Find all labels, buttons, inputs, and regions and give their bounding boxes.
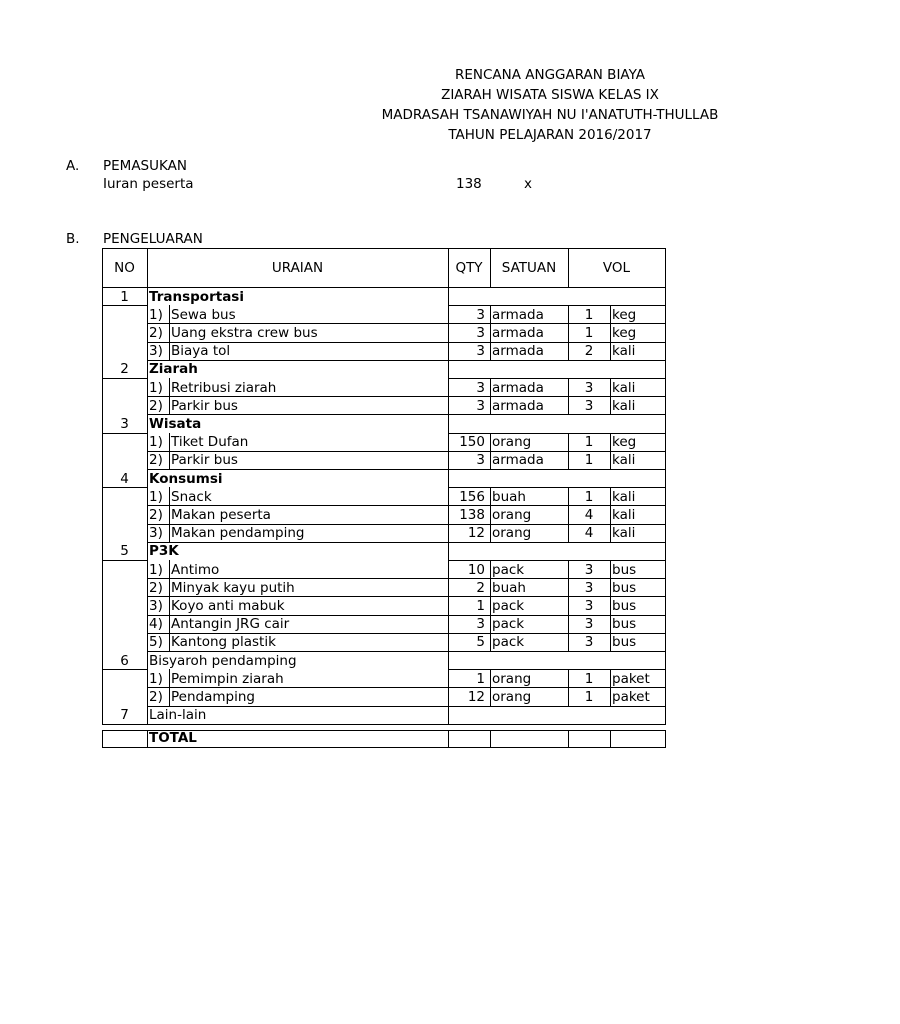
table-border bbox=[147, 396, 148, 414]
table-border bbox=[448, 360, 449, 378]
table-border bbox=[169, 323, 170, 341]
table-border bbox=[147, 730, 148, 747]
table-border bbox=[448, 578, 449, 596]
item-satuan: buah bbox=[492, 579, 526, 596]
item-qty: 2 bbox=[476, 579, 485, 596]
table-border bbox=[147, 669, 148, 687]
table-border bbox=[490, 433, 491, 451]
table-border bbox=[490, 615, 491, 633]
table-border bbox=[490, 451, 491, 469]
table-border bbox=[610, 323, 611, 341]
table-border bbox=[490, 505, 491, 523]
table-border bbox=[568, 578, 569, 596]
item-vol-unit: bus bbox=[612, 561, 637, 578]
section-b-heading: PENGELUARAN bbox=[103, 231, 203, 247]
row-number: 7 bbox=[120, 707, 129, 724]
item-vol: 1 bbox=[584, 688, 594, 705]
income-item-qty: 138 bbox=[456, 176, 482, 192]
item-vol: 3 bbox=[584, 397, 594, 414]
table-border bbox=[448, 451, 449, 469]
table-border bbox=[448, 505, 449, 523]
table-border bbox=[610, 560, 611, 578]
item-vol-unit: bus bbox=[612, 634, 637, 651]
table-border bbox=[490, 396, 491, 414]
table-border bbox=[490, 669, 491, 687]
table-border bbox=[169, 669, 170, 687]
item-qty: 3 bbox=[476, 379, 485, 396]
item-vol: 1 bbox=[584, 452, 594, 469]
item-satuan: armada bbox=[492, 379, 544, 396]
item-label: Minyak kayu putih bbox=[171, 579, 295, 596]
table-border bbox=[448, 560, 449, 578]
item-qty: 3 bbox=[476, 324, 485, 341]
item-vol-unit: kali bbox=[612, 506, 636, 523]
table-border bbox=[610, 615, 611, 633]
item-vol: 2 bbox=[584, 343, 594, 360]
item-index: 3) bbox=[149, 343, 163, 360]
group-label: Bisyaroh pendamping bbox=[149, 652, 297, 669]
table-border bbox=[147, 687, 148, 705]
table-border bbox=[448, 524, 449, 542]
item-vol: 3 bbox=[584, 379, 594, 396]
table-border bbox=[448, 706, 449, 724]
table-border bbox=[448, 396, 449, 414]
item-qty: 5 bbox=[476, 634, 485, 651]
table-border bbox=[610, 433, 611, 451]
item-index: 2) bbox=[149, 324, 163, 341]
table-border bbox=[568, 560, 569, 578]
table-border bbox=[147, 469, 148, 487]
table-border bbox=[568, 633, 569, 651]
table-border bbox=[568, 669, 569, 687]
table-border bbox=[448, 342, 449, 360]
item-vol: 1 bbox=[584, 434, 594, 451]
income-item-label: Iuran peserta bbox=[103, 176, 194, 192]
table-border bbox=[147, 360, 666, 361]
table-border bbox=[147, 706, 148, 724]
table-border bbox=[610, 669, 611, 687]
item-vol-unit: paket bbox=[612, 688, 650, 705]
item-satuan: buah bbox=[492, 488, 526, 505]
item-satuan: pack bbox=[492, 616, 525, 633]
table-border bbox=[147, 305, 148, 323]
table-border bbox=[102, 487, 147, 488]
table-border bbox=[568, 305, 569, 323]
table-border bbox=[490, 633, 491, 651]
table-border bbox=[490, 378, 491, 396]
item-index: 2) bbox=[149, 452, 163, 469]
table-border bbox=[448, 378, 449, 396]
table-border bbox=[169, 505, 170, 523]
group-label: Ziarah bbox=[149, 361, 198, 378]
item-qty: 12 bbox=[467, 525, 485, 542]
item-qty: 3 bbox=[476, 616, 485, 633]
header-vol: VOL bbox=[602, 259, 631, 276]
table-border bbox=[102, 305, 147, 306]
item-index: 2) bbox=[149, 397, 163, 414]
table-border bbox=[147, 451, 148, 469]
row-number: 2 bbox=[120, 361, 129, 378]
item-satuan: pack bbox=[492, 561, 525, 578]
table-border bbox=[610, 487, 611, 505]
table-border bbox=[568, 433, 569, 451]
item-qty: 10 bbox=[467, 561, 485, 578]
table-border bbox=[169, 560, 170, 578]
group-label: Konsumsi bbox=[149, 470, 223, 487]
table-border bbox=[102, 730, 103, 747]
table-border bbox=[147, 651, 148, 669]
table-border bbox=[102, 378, 147, 379]
item-label: Pemimpin ziarah bbox=[171, 670, 284, 687]
header-no: NO bbox=[114, 259, 135, 276]
table-border bbox=[610, 578, 611, 596]
item-vol: 3 bbox=[584, 597, 594, 614]
table-border bbox=[169, 578, 170, 596]
total-label: TOTAL bbox=[149, 730, 197, 746]
table-border bbox=[448, 542, 449, 560]
table-border bbox=[490, 560, 491, 578]
item-vol: 4 bbox=[584, 525, 594, 542]
table-border bbox=[169, 615, 170, 633]
item-qty: 156 bbox=[459, 488, 485, 505]
item-label: Kantong plastik bbox=[171, 634, 276, 651]
item-label: Uang ekstra crew bus bbox=[171, 324, 318, 341]
table-border bbox=[169, 396, 170, 414]
table-border bbox=[169, 633, 170, 651]
item-label: Sewa bus bbox=[171, 306, 236, 323]
header-qty: QTY bbox=[455, 259, 483, 276]
item-label: Biaya tol bbox=[171, 343, 231, 360]
item-satuan: pack bbox=[492, 634, 525, 651]
table-border bbox=[147, 323, 148, 341]
table-border bbox=[610, 730, 611, 747]
table-border bbox=[147, 378, 148, 396]
table-border bbox=[169, 487, 170, 505]
item-satuan: orang bbox=[492, 525, 532, 542]
item-vol-unit: kali bbox=[612, 397, 636, 414]
item-vol: 1 bbox=[584, 324, 594, 341]
row-number: 6 bbox=[120, 652, 129, 669]
item-index: 1) bbox=[149, 434, 163, 451]
table-border bbox=[665, 287, 666, 724]
table-border bbox=[147, 433, 148, 451]
table-border bbox=[102, 669, 147, 670]
table-border bbox=[448, 615, 449, 633]
table-border bbox=[448, 287, 449, 305]
item-vol-unit: keg bbox=[612, 306, 637, 323]
item-label: Antangin JRG cair bbox=[171, 616, 290, 633]
item-satuan: armada bbox=[492, 343, 544, 360]
item-index: 5) bbox=[149, 634, 163, 651]
item-qty: 150 bbox=[459, 434, 485, 451]
row-number: 5 bbox=[120, 543, 129, 560]
table-border bbox=[147, 487, 148, 505]
item-satuan: orang bbox=[492, 434, 532, 451]
table-border bbox=[568, 323, 569, 341]
table-border bbox=[610, 305, 611, 323]
item-label: Makan peserta bbox=[171, 506, 271, 523]
item-satuan: orang bbox=[492, 506, 532, 523]
table-border bbox=[568, 505, 569, 523]
table-border bbox=[448, 433, 449, 451]
table-border bbox=[147, 560, 148, 578]
title-line: ZIARAH WISATA SISWA KELAS IX bbox=[441, 87, 659, 103]
table-border bbox=[169, 687, 170, 705]
header-uraian: URAIAN bbox=[271, 259, 324, 276]
item-satuan: armada bbox=[492, 324, 544, 341]
table-border bbox=[147, 706, 666, 707]
table-border bbox=[568, 342, 569, 360]
table-border bbox=[568, 378, 569, 396]
item-qty: 3 bbox=[476, 343, 485, 360]
table-border bbox=[147, 414, 148, 432]
table-border bbox=[568, 524, 569, 542]
table-border bbox=[610, 524, 611, 542]
title-line: TAHUN PELAJARAN 2016/2017 bbox=[448, 127, 652, 143]
item-label: Koyo anti mabuk bbox=[171, 597, 285, 614]
item-vol-unit: kali bbox=[612, 525, 636, 542]
group-label: Wisata bbox=[149, 415, 202, 432]
table-border bbox=[568, 487, 569, 505]
item-qty: 12 bbox=[467, 688, 485, 705]
document-title bbox=[200, 65, 900, 145]
item-index: 3) bbox=[149, 525, 163, 542]
income-item-operator: x bbox=[524, 176, 532, 192]
group-label: Lain-lain bbox=[149, 707, 207, 724]
table-border bbox=[448, 730, 449, 747]
item-index: 2) bbox=[149, 579, 163, 596]
item-vol-unit: keg bbox=[612, 324, 637, 341]
table-border bbox=[448, 469, 449, 487]
table-border bbox=[610, 451, 611, 469]
section-a-heading: PEMASUKAN bbox=[103, 158, 187, 174]
item-satuan: pack bbox=[492, 597, 525, 614]
table-border bbox=[610, 378, 611, 396]
table-border bbox=[147, 469, 666, 470]
table-border bbox=[102, 724, 666, 725]
table-border bbox=[610, 396, 611, 414]
section-b-letter: B. bbox=[66, 231, 80, 247]
item-vol: 3 bbox=[584, 634, 594, 651]
item-index: 3) bbox=[149, 597, 163, 614]
table-border bbox=[448, 305, 449, 323]
item-label: Tiket Dufan bbox=[171, 434, 249, 451]
table-border bbox=[610, 633, 611, 651]
item-vol: 1 bbox=[584, 670, 594, 687]
item-vol-unit: kali bbox=[612, 488, 636, 505]
table-border bbox=[610, 505, 611, 523]
table-border bbox=[490, 305, 491, 323]
item-qty: 1 bbox=[476, 597, 485, 614]
item-vol-unit: keg bbox=[612, 434, 637, 451]
row-number: 3 bbox=[120, 415, 129, 432]
table-border bbox=[147, 542, 666, 543]
table-border bbox=[147, 287, 148, 305]
item-vol-unit: kali bbox=[612, 343, 636, 360]
item-label: Antimo bbox=[171, 561, 220, 578]
item-qty: 3 bbox=[476, 452, 485, 469]
table-border bbox=[169, 451, 170, 469]
table-border bbox=[147, 505, 148, 523]
table-border bbox=[665, 730, 666, 747]
item-index: 4) bbox=[149, 616, 163, 633]
table-border bbox=[490, 596, 491, 614]
title-line: MADRASAH TSANAWIYAH NU I'ANATUTH-THULLAB bbox=[381, 107, 719, 123]
table-border bbox=[147, 524, 148, 542]
table-border bbox=[490, 524, 491, 542]
item-index: 1) bbox=[149, 488, 163, 505]
table-border bbox=[169, 378, 170, 396]
item-label: Retribusi ziarah bbox=[171, 379, 277, 396]
item-qty: 3 bbox=[476, 397, 485, 414]
item-label: Pendamping bbox=[171, 688, 255, 705]
header-satuan: SATUAN bbox=[501, 259, 557, 276]
item-vol: 1 bbox=[584, 488, 594, 505]
item-vol: 3 bbox=[584, 616, 594, 633]
table-border bbox=[568, 596, 569, 614]
table-border bbox=[147, 578, 148, 596]
table-border bbox=[490, 487, 491, 505]
table-border bbox=[568, 451, 569, 469]
row-number: 1 bbox=[120, 288, 129, 305]
title-line: RENCANA ANGGARAN BIAYA bbox=[454, 67, 646, 83]
table-border bbox=[102, 560, 147, 561]
table-border bbox=[568, 615, 569, 633]
table-border bbox=[610, 687, 611, 705]
table-border bbox=[102, 747, 666, 748]
table-border bbox=[448, 414, 449, 432]
table-border bbox=[448, 596, 449, 614]
table-border bbox=[147, 414, 666, 415]
table-border bbox=[490, 342, 491, 360]
item-qty: 3 bbox=[476, 306, 485, 323]
item-label: Makan pendamping bbox=[171, 525, 305, 542]
item-qty: 138 bbox=[459, 506, 485, 523]
item-vol-unit: kali bbox=[612, 379, 636, 396]
table-border bbox=[448, 651, 449, 669]
item-vol: 4 bbox=[584, 506, 594, 523]
item-vol-unit: bus bbox=[612, 579, 637, 596]
table-border bbox=[490, 323, 491, 341]
item-satuan: armada bbox=[492, 306, 544, 323]
table-border bbox=[665, 248, 666, 287]
table-border bbox=[448, 669, 449, 687]
table-border bbox=[448, 487, 449, 505]
row-number: 4 bbox=[120, 470, 129, 487]
item-index: 1) bbox=[149, 561, 163, 578]
table-border bbox=[147, 542, 148, 560]
table-border bbox=[169, 342, 170, 360]
table-border bbox=[102, 433, 147, 434]
table-border bbox=[610, 596, 611, 614]
item-vol-unit: bus bbox=[612, 616, 637, 633]
table-border bbox=[147, 615, 148, 633]
item-vol-unit: paket bbox=[612, 670, 650, 687]
section-a-letter: A. bbox=[66, 158, 80, 174]
item-vol: 1 bbox=[584, 306, 594, 323]
table-border bbox=[169, 596, 170, 614]
table-border bbox=[448, 633, 449, 651]
item-index: 1) bbox=[149, 379, 163, 396]
table-border bbox=[448, 323, 449, 341]
table-border bbox=[169, 433, 170, 451]
table-border bbox=[102, 248, 666, 249]
group-label: P3K bbox=[149, 543, 179, 560]
table-border bbox=[490, 730, 491, 747]
item-qty: 1 bbox=[476, 670, 485, 687]
table-border bbox=[169, 524, 170, 542]
table-border bbox=[147, 596, 148, 614]
table-border bbox=[490, 578, 491, 596]
table-border bbox=[568, 730, 569, 747]
table-border bbox=[610, 342, 611, 360]
item-satuan: orang bbox=[492, 688, 532, 705]
item-vol: 3 bbox=[584, 579, 594, 596]
table-border bbox=[490, 687, 491, 705]
item-label: Parkir bus bbox=[171, 452, 238, 469]
item-vol-unit: kali bbox=[612, 452, 636, 469]
table-border bbox=[568, 687, 569, 705]
table-border bbox=[102, 287, 103, 724]
item-label: Snack bbox=[171, 488, 212, 505]
item-satuan: armada bbox=[492, 452, 544, 469]
item-index: 2) bbox=[149, 506, 163, 523]
table-border bbox=[147, 360, 148, 378]
table-border bbox=[147, 342, 148, 360]
table-border bbox=[147, 633, 148, 651]
item-satuan: orang bbox=[492, 670, 532, 687]
item-vol: 3 bbox=[584, 561, 594, 578]
item-label: Parkir bus bbox=[171, 397, 238, 414]
item-vol-unit: bus bbox=[612, 597, 637, 614]
table-border bbox=[448, 687, 449, 705]
table-border bbox=[568, 396, 569, 414]
table-border bbox=[169, 305, 170, 323]
item-satuan: armada bbox=[492, 397, 544, 414]
item-index: 2) bbox=[149, 688, 163, 705]
item-index: 1) bbox=[149, 670, 163, 687]
group-label: Transportasi bbox=[149, 288, 244, 305]
item-index: 1) bbox=[149, 306, 163, 323]
